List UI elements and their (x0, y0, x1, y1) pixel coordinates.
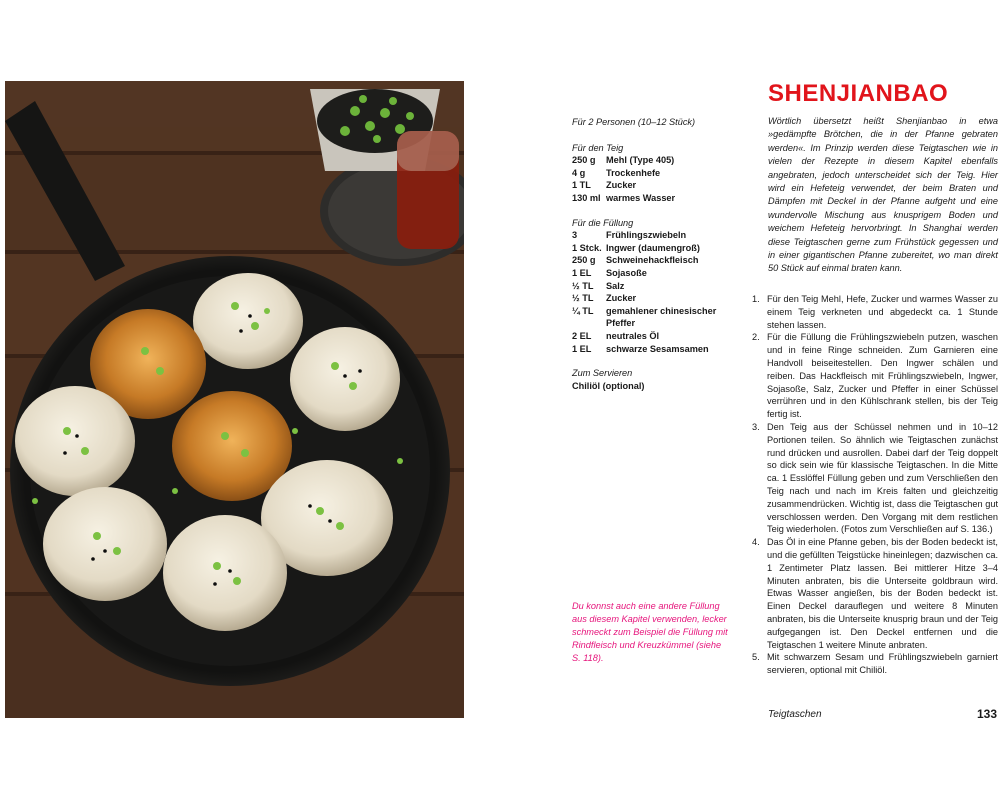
ingredient-name: Chiliöl (optional) (572, 380, 645, 391)
tip-note: Du konnst auch eine andere Füllung aus diesem Kapitel verwenden, lecker schmeckt zum Beispiel die Füllung mit Rindfleisch und Kreuzkümmel (siehe S. 118). (572, 601, 728, 663)
ingredient-row (572, 254, 742, 267)
ingredient-amount: 250 g (572, 255, 596, 266)
ingredient-section-heading: Für die Füllung (572, 217, 634, 228)
ingredient-name: schwarze Sesamsamen (606, 343, 709, 354)
ingredient-amount: ¼ TL (572, 305, 594, 316)
recipe-intro: Wörtlich übersetzt heißt Shenjianbao in etwa »gedämpfte Brötchen, die in der Pfanne gebraten werden«. Im Prinzip werden diese Teigtaschen wie in vielen der Rezepte in diesem Kapitel ebenfalls angebraten, jedoch unterscheidet sich der Teig. Hier wird ein Hefeteig verwendet, der beim Braten und Dämpfen mit Deckel in der Pfanne aufgeht und eine wundervolle Mischung aus knusprigem Boden und weichem Hefeteig hervorbringt. In Shanghai werden diese Teigtaschen gerne zum Frühstück gegessen und in einer gigantischen Pfanne zubereitet, wo man direkt 50 Stück auf einmal braten kann. (768, 116, 998, 274)
ingredient-row (572, 330, 742, 343)
recipe-title: SHENJIANBAO (768, 80, 949, 107)
ingredient-row (572, 305, 742, 330)
ingredient-section-serving (572, 367, 742, 392)
ingredient-name: Zucker (606, 180, 637, 191)
ingredient-amount: 2 EL (572, 330, 592, 341)
instruction-steps (752, 293, 998, 677)
ingredient-amount: 1 EL (572, 343, 592, 354)
ingredient-name: warmes Wasser (606, 192, 676, 203)
page-number: 133 (977, 707, 998, 721)
ingredient-name: Frühlingszwiebeln (606, 230, 687, 241)
ingredient-amount: 1 Stck. (572, 242, 602, 253)
ingredient-row (572, 229, 742, 242)
ingredient-row (572, 242, 742, 255)
step-item (752, 331, 998, 421)
ingredient-name: Trockenhefe (606, 167, 661, 178)
ingredient-row (572, 192, 742, 205)
ingredient-section-heading: Zum Servieren (572, 368, 633, 379)
ingredient-section-dough (572, 142, 742, 205)
ingredient-name: gemahlener chinesischer Pfeffer (606, 305, 717, 329)
ingredient-row (572, 167, 742, 180)
ingredient-row (572, 343, 742, 356)
step-text: Mit schwarzem Sesam und Frühlingszwiebeln garniert servieren, optional mit Chiliöl. (767, 652, 998, 676)
ingredient-section-heading: Für den Teig (572, 142, 624, 153)
step-item (752, 293, 998, 331)
ingredient-row (572, 380, 742, 393)
step-item (752, 421, 998, 536)
step-item (752, 536, 998, 651)
ingredients-list (572, 116, 742, 404)
ingredient-row (572, 280, 742, 293)
step-number: 4. (752, 537, 760, 548)
ingredient-name: Zucker (606, 293, 637, 304)
ingredient-amount: 4 g (572, 167, 586, 178)
ingredient-amount: ½ TL (572, 293, 594, 304)
ingredient-row (572, 267, 742, 280)
ingredient-amount: ½ TL (572, 280, 594, 291)
ingredient-amount: 250 g (572, 155, 596, 166)
ingredient-row (572, 154, 742, 167)
running-footer: Teigtaschen (768, 709, 822, 720)
step-item (752, 651, 998, 677)
ingredient-amount: 1 EL (572, 267, 592, 278)
ingredient-name: Sojasoße (606, 267, 647, 278)
step-text: Das Öl in eine Pfanne geben, bis der Boden bedeckt ist, und die gefüllten Teigstücke hineinlegen; dazwischen ca. 1 Zentimeter Platz lassen. Bei mittlerer Hitze 3–4 Minuten anbraten, bis die Unterseite goldbraun wird. Etwas Wasser angießen, bis der Boden bedeckt ist. Einen Deckel darauflegen und weitere 8 Minuten anbraten, bis die Unterseite knusprig braun und der Teig aufgegangen ist. Den Deckel entfernen und die Teigtaschen 1 weitere Minute anbraten. (767, 537, 998, 650)
step-text: Für die Füllung die Frühlingszwiebeln putzen, waschen und in feine Ringe schneiden. Zum Garnieren eine Handvoll beiseitestellen. Den Ingwer schälen und reiben. Das Hackfleisch mit Frühlingszwiebeln, Ingwer, Sojasoße, Salz, Zucker und Pfeffer in einer Schüssel verrühren und in den Kühlschrank stellen, bis der Teig fertig ist. (767, 332, 998, 420)
step-number: 5. (752, 652, 760, 663)
ingredient-name: neutrales Öl (606, 330, 660, 341)
ingredient-amount: 130 ml (572, 192, 601, 203)
step-text: Den Teig aus der Schüssel nehmen und in 10–12 Portionen teilen. So ähnlich wie Teigtaschen zunächst rund drücken und ausrollen. Dabei darf der Teig doppelt so dick sein wie für klassische Teigtaschen. In die Mitte ca. 1 Esslöffel Füllung geben und zum Verschließen den Teig nach und nach im Kreis falten und gleichzeitig zusammendrücken. Wichtig ist, dass die Teigtaschen gut verschlossen werden. Den Vorgang mit dem restlichen Teig wiederholen. (Fotos zum Verschließen auf S. 136.) (767, 421, 998, 535)
servings: Für 2 Personen (10–12 Stück) (572, 117, 696, 127)
ingredient-name: Ingwer (daumengroß) (606, 242, 700, 253)
ingredient-section-filling (572, 217, 742, 356)
ingredient-name: Mehl (Type 405) (606, 155, 675, 166)
step-number: 2. (752, 332, 760, 343)
ingredient-name: Salz (606, 280, 625, 291)
step-text: Für den Teig Mehl, Hefe, Zucker und warmes Wasser zu einem Teig verkneten und abgedeckt ca. 1 Stunde stehen lassen. (767, 294, 998, 330)
step-number: 1. (752, 294, 760, 304)
ingredient-name: Schweinehackfleisch (606, 255, 699, 266)
ingredient-row (572, 179, 742, 192)
ingredient-amount: 3 (572, 230, 578, 241)
ingredient-row (572, 292, 742, 305)
ingredient-amount: 1 TL (572, 180, 591, 191)
step-number: 3. (752, 421, 760, 432)
dish-photo (5, 81, 464, 718)
